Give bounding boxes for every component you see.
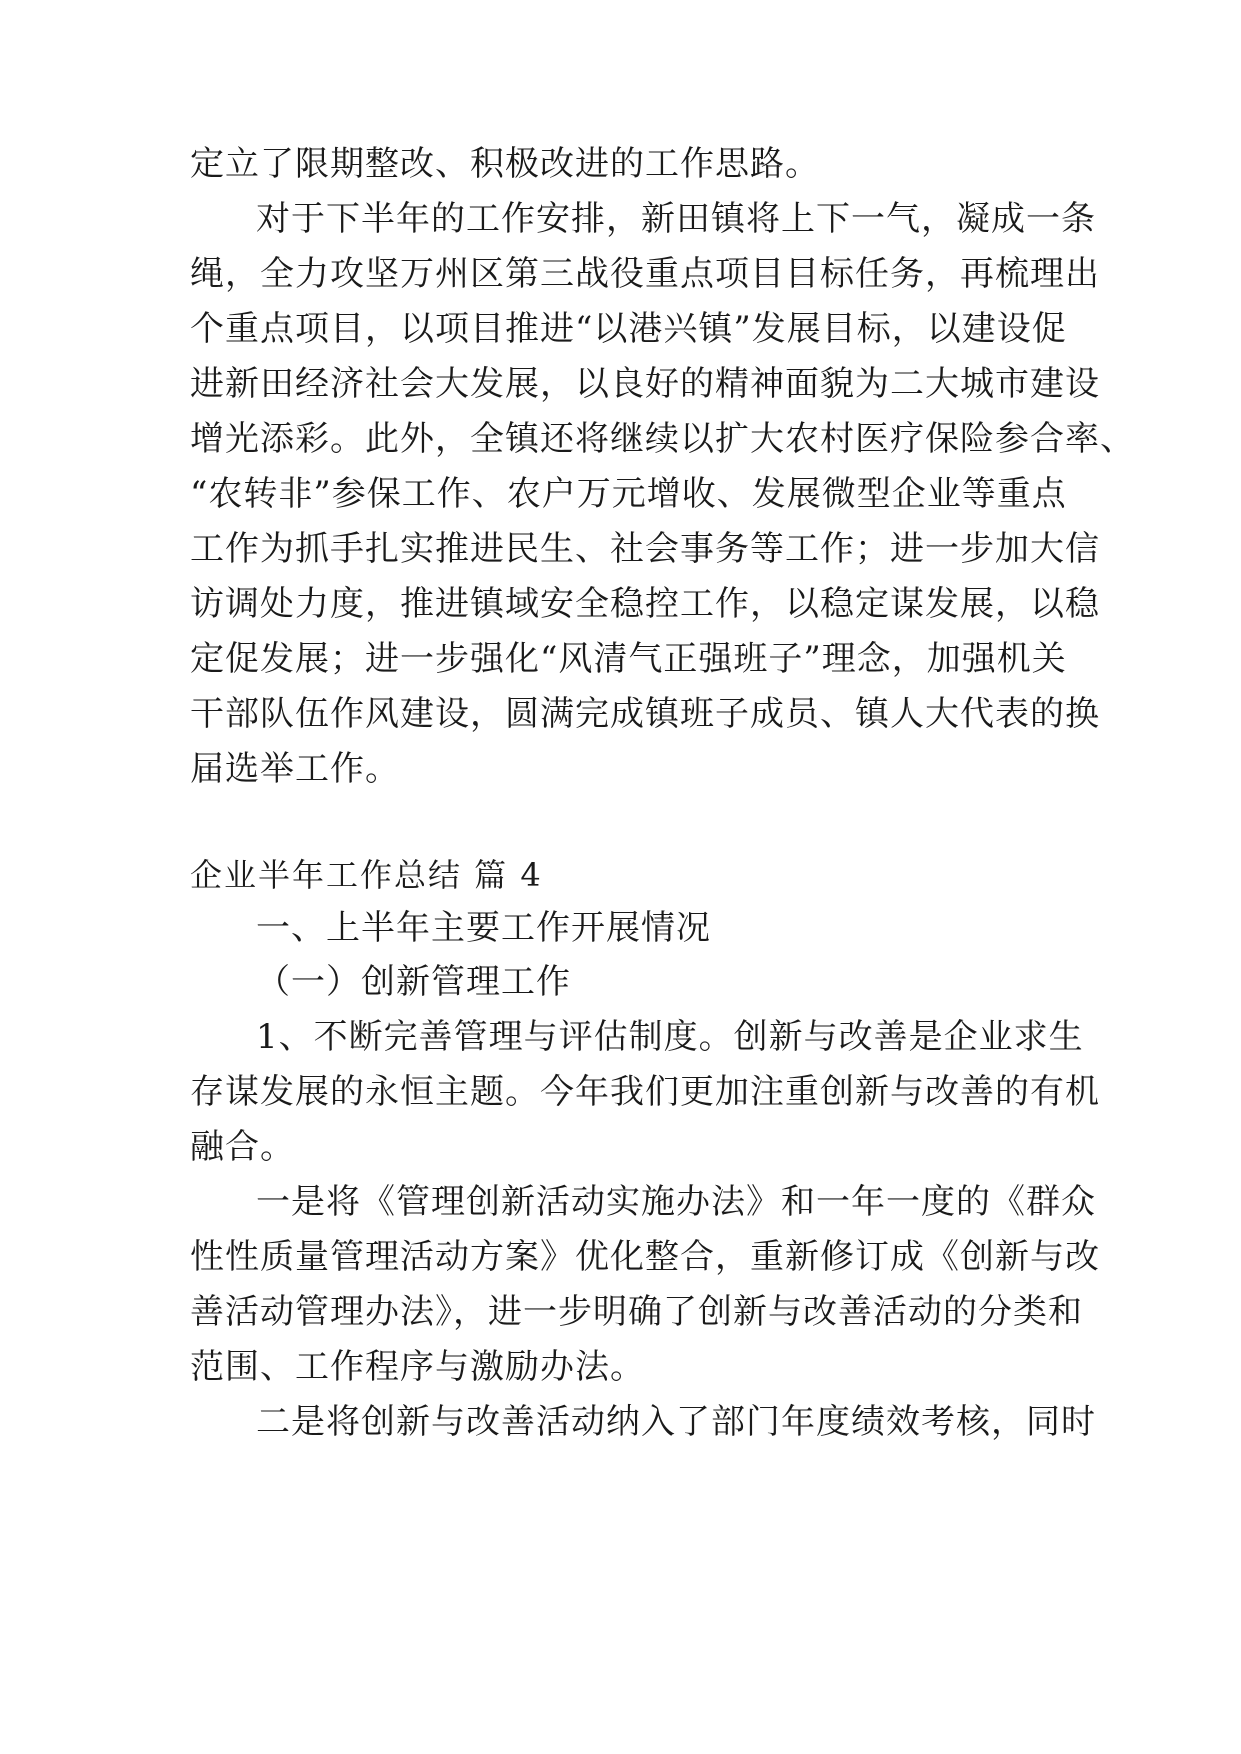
text-line: 个重点项目，以项目推进“以港兴镇”发展目标，以建设促 bbox=[190, 309, 1067, 349]
text-line: 1、不断完善管理与评估制度。创新与改善是企业求生 bbox=[256, 1017, 1084, 1057]
text-line: 融合。 bbox=[190, 1127, 295, 1167]
text-line: 存谋发展的永恒主题。今年我们更加注重创新与改善的有机 bbox=[190, 1072, 1100, 1112]
text-line: 定立了限期整改、积极改进的工作思路。 bbox=[190, 144, 820, 184]
text-line: 届选举工作。 bbox=[190, 749, 400, 789]
text-line: 善活动管理办法》，进一步明确了创新与改善活动的分类和 bbox=[190, 1292, 1083, 1332]
text-line: 范围、工作程序与激励办法。 bbox=[190, 1347, 645, 1387]
text-line: 绳，全力攻坚万州区第三战役重点项目目标任务，再梳理出 bbox=[190, 254, 1100, 294]
subsection-heading: 一、上半年主要工作开展情况 bbox=[256, 908, 711, 948]
document-page bbox=[190, 0, 1135, 1754]
text-line: 性性质量管理活动方案》优化整合，重新修订成《创新与改 bbox=[190, 1237, 1100, 1277]
text-line: “农转非”参保工作、农户万元增收、发展微型企业等重点 bbox=[190, 474, 1067, 514]
text-line: 一是将《管理创新活动实施办法》和一年一度的《群众 bbox=[256, 1182, 1096, 1222]
text-line: 进新田经济社会大发展，以良好的精神面貌为二大城市建设 bbox=[190, 364, 1100, 404]
section-heading: 企业半年工作总结 篇 4 bbox=[190, 856, 543, 894]
text-line: 二是将创新与改善活动纳入了部门年度绩效考核，同时 bbox=[256, 1402, 1096, 1442]
text-line: 对于下半年的工作安排，新田镇将上下一气，凝成一条 bbox=[256, 199, 1096, 239]
text-line: 干部队伍作风建设，圆满完成镇班子成员、镇人大代表的换 bbox=[190, 694, 1100, 734]
text-line: 增光添彩。此外，全镇还将继续以扩大农村医疗保险参合率、 bbox=[190, 419, 1135, 459]
text-line: 工作为抓手扎实推进民生、社会事务等工作；进一步加大信 bbox=[190, 529, 1100, 569]
text-line: 访调处力度，推进镇域安全稳控工作，以稳定谋发展，以稳 bbox=[190, 584, 1100, 624]
text-line: 定促发展；进一步强化“风清气正强班子”理念，加强机关 bbox=[190, 639, 1067, 679]
subsection-heading: （一）创新管理工作 bbox=[256, 962, 571, 1002]
